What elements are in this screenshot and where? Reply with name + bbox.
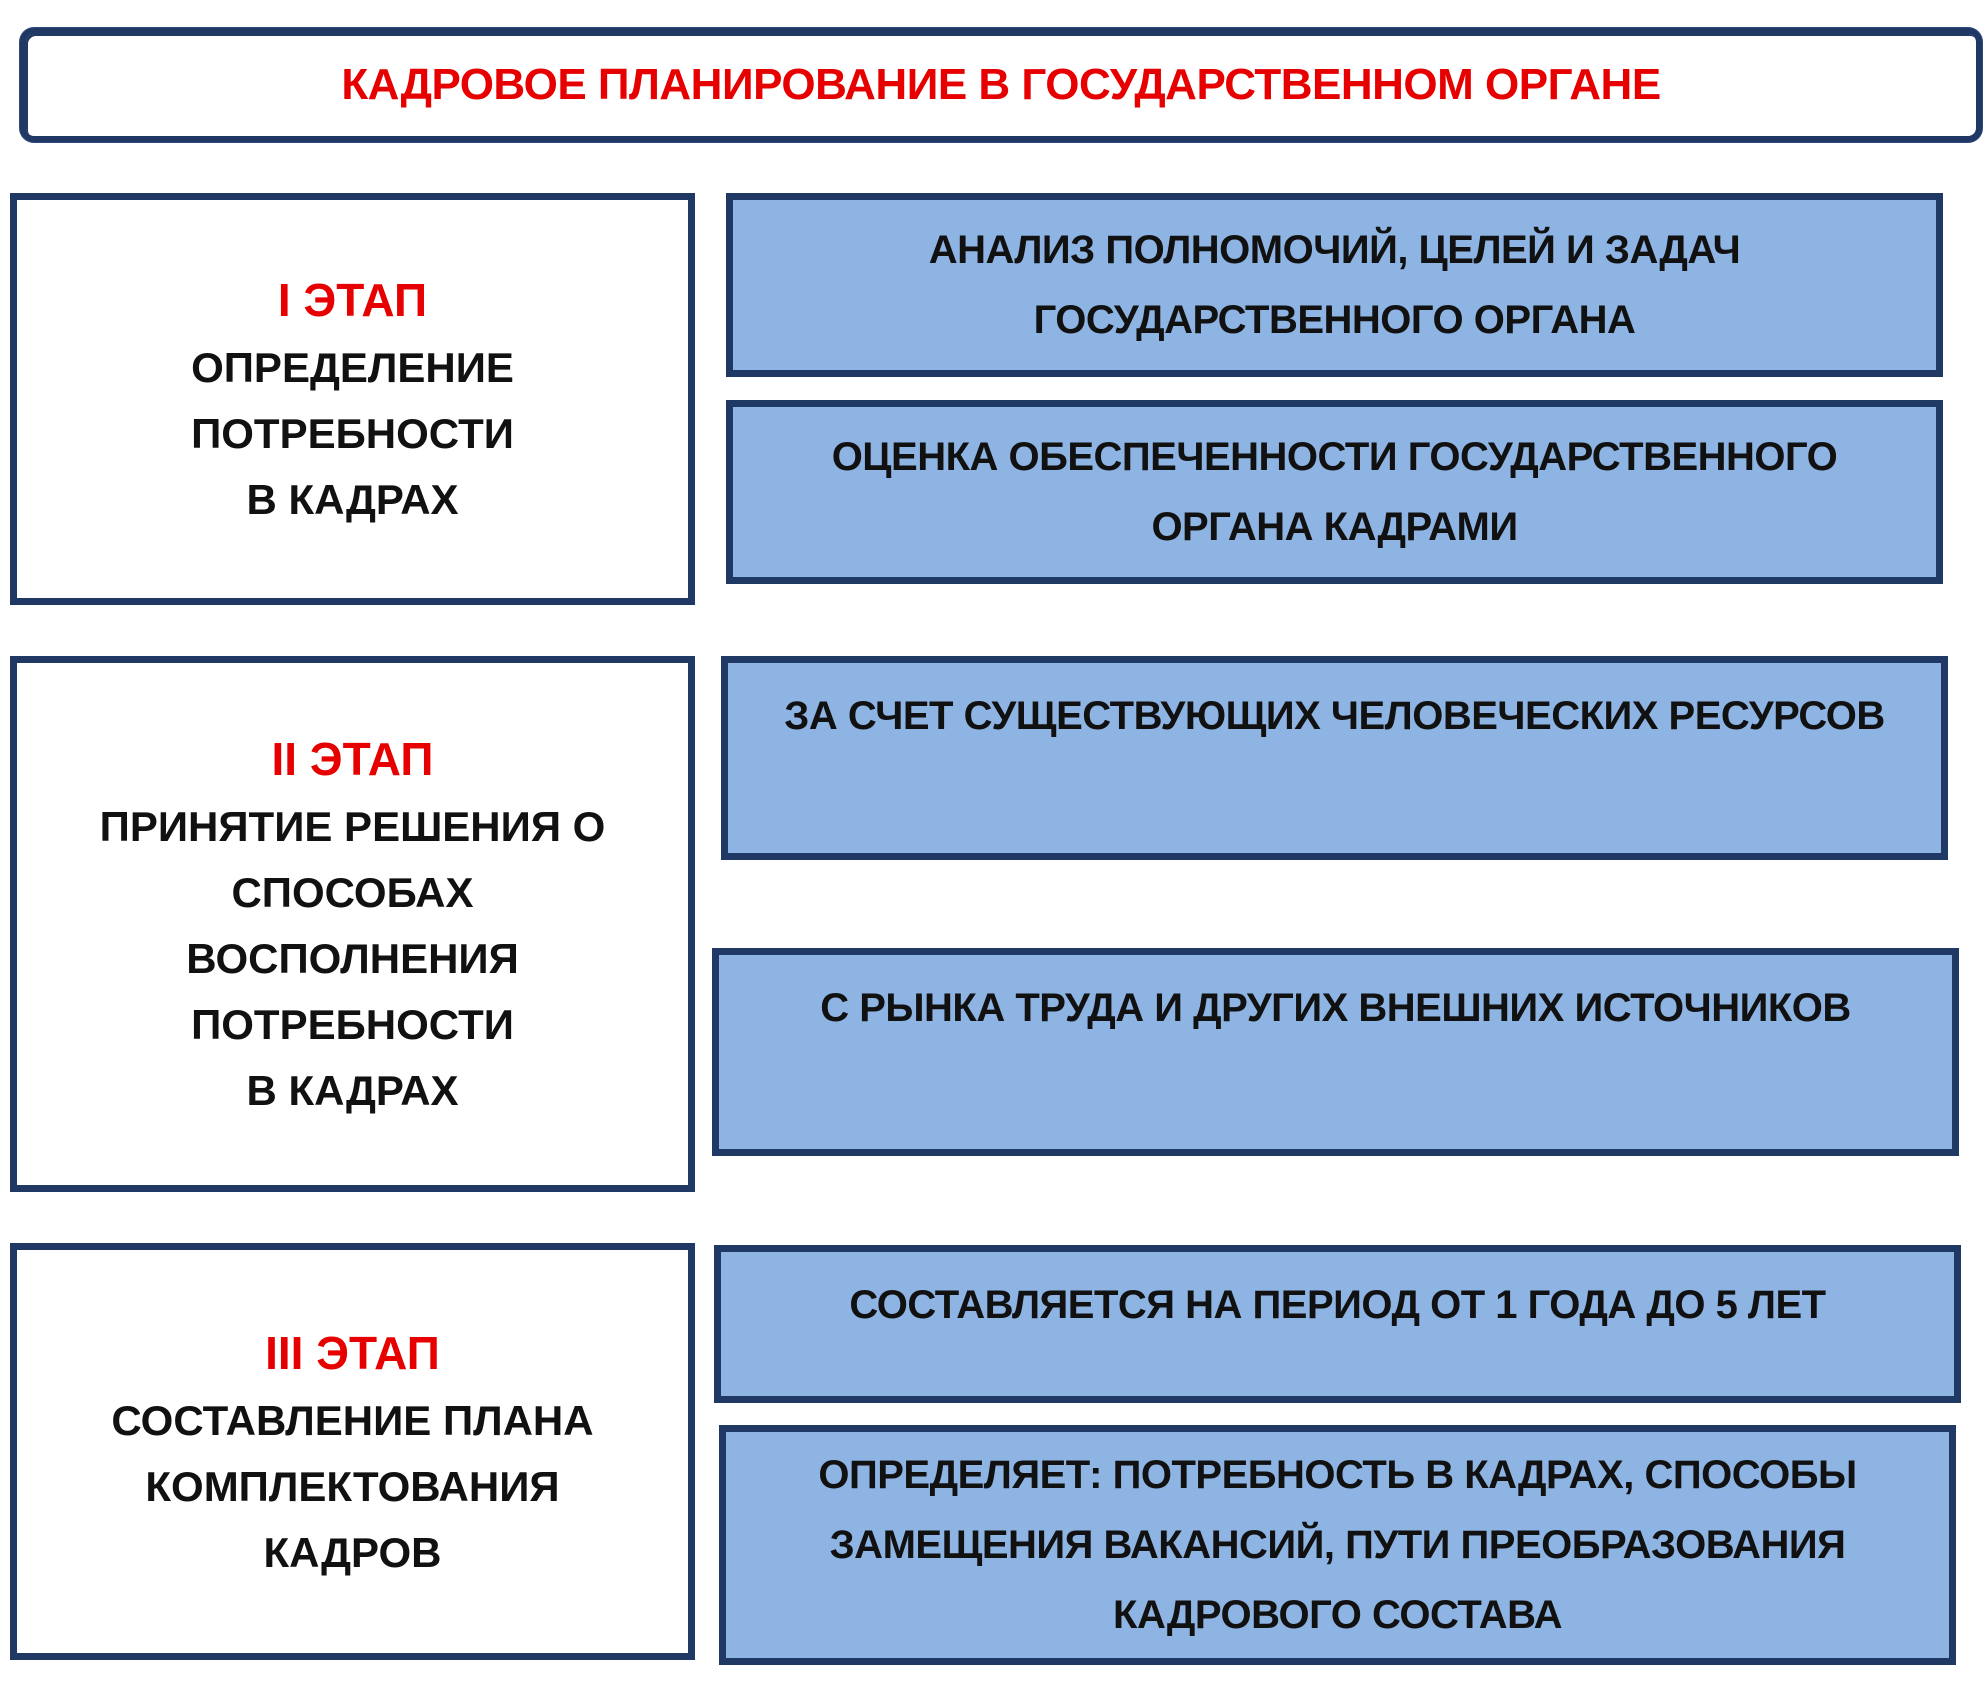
item-line: ОЦЕНКА ОБЕСПЕЧЕННОСТИ ГОСУДАРСТВЕННОГО xyxy=(831,435,1838,479)
item-line: АНАЛИЗ ПОЛНОМОЧИЙ, ЦЕЛЕЙ И ЗАДАЧ xyxy=(928,228,1741,272)
item-line: ЗАМЕЩЕНИЯ ВАКАНСИЙ, ПУТИ ПРЕОБРАЗОВАНИЯ xyxy=(829,1523,1846,1567)
stage-2-item-1 xyxy=(721,656,1948,860)
stage-2-line: В КАДРАХ xyxy=(246,1067,459,1114)
stage-1-line: В КАДРАХ xyxy=(246,476,459,523)
item-line: СОСТАВЛЯЕТСЯ НА ПЕРИОД ОТ 1 ГОДА ДО 5 ЛЕТ xyxy=(849,1283,1826,1327)
stage-1-box xyxy=(10,193,695,605)
stage-2-number: II ЭТАП xyxy=(271,733,434,785)
stage-3-line: СОСТАВЛЕНИЕ ПЛАНА xyxy=(111,1396,594,1444)
stage-3-item-2 xyxy=(719,1425,1956,1665)
diagram-title: КАДРОВОЕ ПЛАНИРОВАНИЕ В ГОСУДАРСТВЕННОМ ОРГАНЕ xyxy=(341,60,1661,109)
stage-1-item-1 xyxy=(726,193,1943,377)
stage-1-line: ПОТРЕБНОСТИ xyxy=(191,410,514,457)
stage-1-item-2 xyxy=(726,400,1943,584)
item-line: КАДРОВОГО СОСТАВА xyxy=(1113,1593,1562,1637)
stage-1-number: I ЭТАП xyxy=(277,274,428,326)
item-line: ОПРЕДЕЛЯЕТ: ПОТРЕБНОСТЬ В КАДРАХ, СПОСОБЫ xyxy=(818,1453,1857,1497)
stage-2-line: ПОТРЕБНОСТИ xyxy=(191,1001,514,1048)
stage-3-line: КОМПЛЕКТОВАНИЯ xyxy=(145,1462,560,1510)
stage-2-line: СПОСОБАХ xyxy=(231,869,474,916)
stage-3-item-1 xyxy=(714,1245,1961,1403)
stage-3-line: КАДРОВ xyxy=(263,1528,442,1576)
item-line: ГОСУДАРСТВЕННОГО ОРГАНА xyxy=(1033,298,1636,342)
stage-3-box xyxy=(10,1243,695,1660)
stage-2-line: ВОСПОЛНЕНИЯ xyxy=(186,935,519,982)
item-line: ОРГАНА КАДРАМИ xyxy=(1151,505,1518,549)
diagram-title-box xyxy=(20,28,1982,142)
item-line: ЗА СЧЕТ СУЩЕСТВУЮЩИХ ЧЕЛОВЕЧЕСКИХ РЕСУРСОВ xyxy=(784,694,1885,738)
stage-3-number: III ЭТАП xyxy=(265,1326,440,1379)
stage-2-box xyxy=(10,656,695,1192)
stage-2-line: ПРИНЯТИЕ РЕШЕНИЯ О xyxy=(99,803,606,850)
item-line: С РЫНКА ТРУДА И ДРУГИХ ВНЕШНИХ ИСТОЧНИКОВ xyxy=(820,986,1851,1030)
stage-1-line: ОПРЕДЕЛЕНИЕ xyxy=(191,344,514,391)
stage-2-item-2 xyxy=(712,948,1959,1156)
